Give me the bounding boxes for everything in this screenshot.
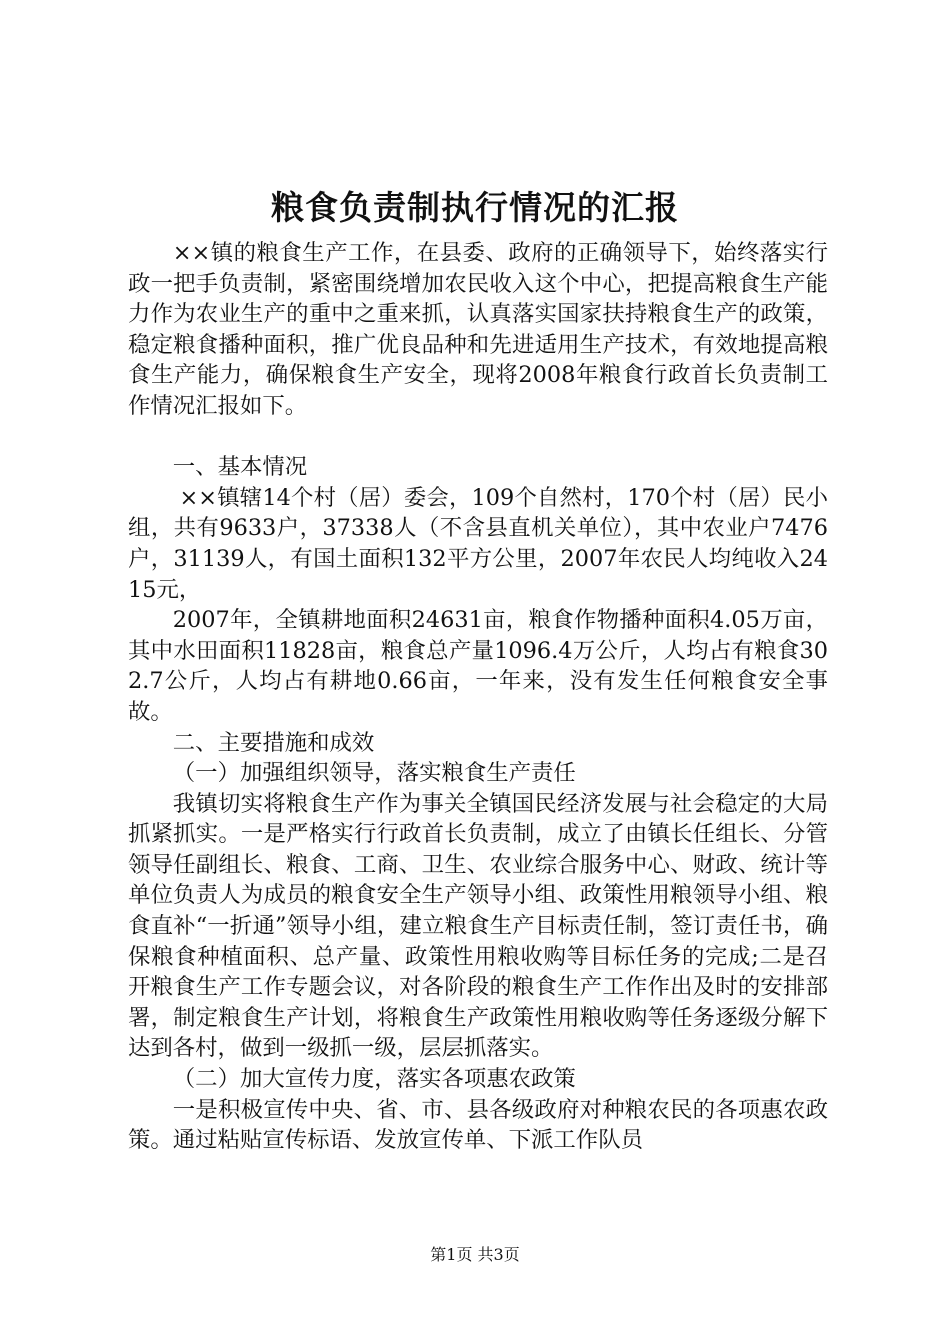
- farmland-paragraph: 2007年，全镇耕地面积24631亩，粮食作物播种面积4.05万亩，其中水田面积11828亩，粮食总产量1096.4万公斤，人均占有粮食302.7公斤，人均占有耕地0.66亩，一年来，没有发生任何粮食安全事故。: [128, 607, 828, 725]
- section-heading-measures: 二、主要措施和成效: [172, 729, 375, 756]
- intro-paragraph: ××镇的粮食生产工作，在县委、政府的正确领导下，始终落实行政一把手负责制，紧密围绕增加农民收入这个中心，把提高粮食生产能力作为农业生产的重中之重来抓，认真落实国家扶持粮食生产的政策，稳定粮食播种面积，推广优良品种和先进适用生产技术，有效地提高粮食生产能力，确保粮食生产安全，现将2008年粮食行政首长负责制工作情况汇报如下。: [128, 240, 828, 419]
- organization-paragraph: 我镇切实将粮食生产作为事关全镇国民经济发展与社会稳定的大局抓紧抓实。一是严格实行行政首长负责制，成立了由镇长任组长、分管领导任副组长、粮食、工商、卫生、农业综合服务中心、财政、统计等单位负责人为成员的粮食安全生产领导小组、政策性用粮领导小组、粮食直补“一折通”领导小组，建立粮食生产目标责任制，签订责任书，确保粮食种植面积、总产量、政策性用粮收购等目标任务的完成;二是召开粮食生产工作专题会议，对各阶段的粮食生产工作作出及时的安排部署，制定粮食生产计划，将粮食生产政策性用粮收购等任务逐级分解下达到各村，做到一级抓一级，层层抓落实。: [128, 790, 828, 1062]
- publicity-paragraph: 一是积极宣传中央、省、市、县各级政府对种粮农民的各项惠农政策。通过粘贴宣传标语、发放宣传单、下派工作队员: [128, 1096, 828, 1154]
- basic-info-paragraph: ××镇辖14个村（居）委会，109个自然村，170个村（居）民小组，共有9633户，37338人（不含县直机关单位），其中农业户7476户，31139人，有国土面积132平方公里，2007年农民人均纯收入2415元，: [128, 484, 828, 603]
- section-heading-basic: 一、基本情况: [172, 454, 308, 481]
- subsection-heading-1: （一）加强组织领导，落实粮食生产责任: [172, 760, 576, 787]
- document-title: 粮食负责制执行情况的汇报: [271, 188, 679, 227]
- subsection-heading-2: （二）加大宣传力度，落实各项惠农政策: [172, 1066, 576, 1093]
- document-body: [128, 238, 828, 1156]
- page-footer: 第1页 共3页: [430, 1245, 520, 1264]
